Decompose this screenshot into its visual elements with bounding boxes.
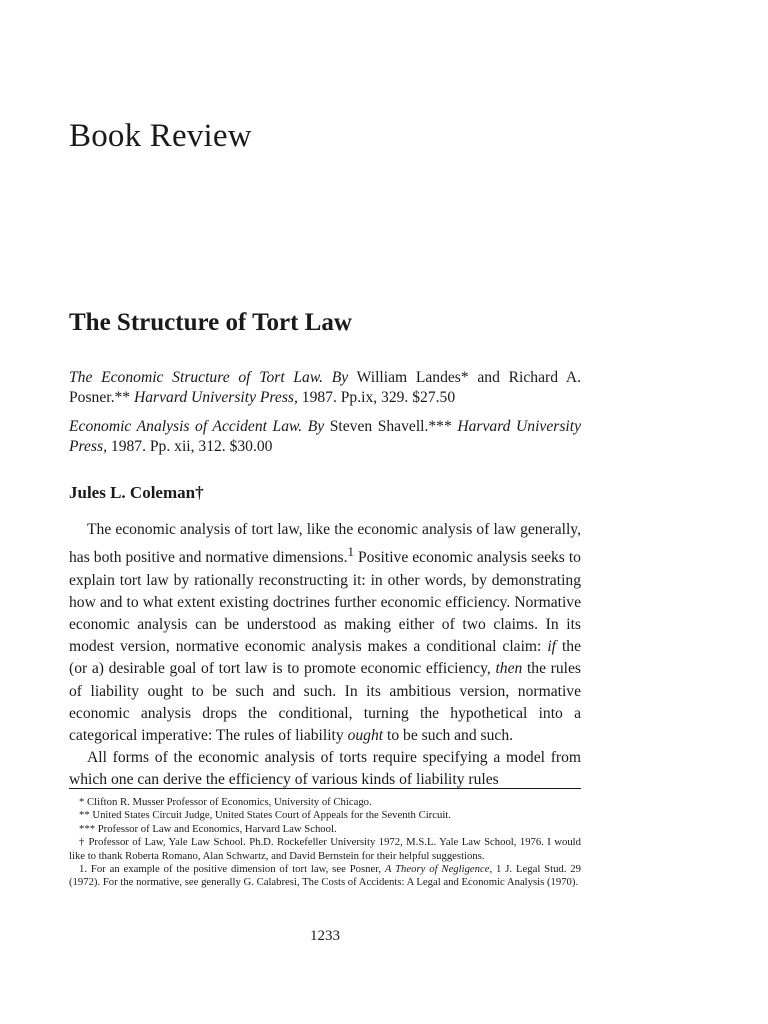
emphasis-ought: ought	[347, 727, 384, 745]
body-paragraph-2: All forms of the economic analysis of torts require specifying a model from which one can derive the efficiency of various kinds of liability rules	[69, 749, 581, 789]
reviewer-name: Jules L. Coleman†	[69, 483, 204, 502]
section-heading: Book Review	[69, 118, 252, 154]
text-segment: 1. For an example of the positive dimension of tort law, see Posner,	[79, 863, 385, 876]
book-authors: William Landes* and Richard A. Posner.**	[69, 369, 582, 406]
text-segment: the (or a) desirable goal of tort law is to promote economic efficiency,	[69, 638, 581, 678]
book-citations	[69, 368, 581, 466]
book-authors: Steven Shavell.***	[329, 418, 452, 435]
footnote-divider	[69, 788, 581, 789]
text-segment: 1 J. Legal Stud. 29 (1972). For the normative, see generally G. Calabresi, The Costs of Accidents: A Legal and Economic Analysis (1970).	[69, 863, 581, 889]
book-title: Economic Analysis of Accident Law.	[69, 418, 303, 435]
body-paragraph-1	[69, 519, 581, 747]
text-segment: to be such and such.	[383, 727, 514, 745]
book-publisher: Harvard University Press,	[69, 418, 581, 455]
by-label: By	[307, 418, 325, 435]
text-segment: the rules of liability ought to be such and such. In its ambitious version, normative economic analysis drops the conditional, turning the hypothetical into a categorical imperative: The rules of liability	[69, 660, 581, 745]
book-citation-landes-posner	[69, 368, 581, 408]
book-details: 1987. Pp. xii, 312. $30.00	[110, 438, 273, 455]
text-segment: Positive economic analysis seeks to explain tort law by rationally reconstructing it: in other words, by demonstrating how and to what extent existing doctrines further economic efficiency. Normative economic analysis can be understood as making either of two claims. In its modest version, normative economic analysis makes a conditional claim:	[69, 549, 581, 656]
footnote-ref-1: 1	[347, 544, 355, 560]
emphasis-then: then	[495, 660, 523, 678]
emphasis-if: if	[547, 638, 556, 656]
book-title: The Economic Structure of Tort Law.	[69, 369, 323, 386]
footnote: † Professor of Law, Yale Law School. Ph.D. Rockefeller University 1972, M.S.L. Yale Law School, 1976. I would like to thank Roberta Romano, Alan Schwartz, and David Bernstein for their helpful suggestions.	[69, 836, 581, 862]
footnotes	[69, 796, 581, 890]
footnote: *** Professor of Law and Economics, Harvard Law School.	[79, 822, 337, 835]
text-segment: The economic analysis of tort law, like the economic analysis of law generally, has both positive and normative dimensions.	[69, 521, 581, 567]
body-text	[69, 519, 581, 792]
footnote: * Clifton R. Musser Professor of Economics, University of Chicago.	[79, 796, 372, 808]
article-title: The Structure of Tort Law	[69, 309, 352, 336]
page-number: 1233	[310, 928, 340, 944]
book-publisher: Harvard University Press,	[134, 389, 298, 406]
cited-title: A Theory of Negligence,	[384, 863, 493, 876]
by-label: By	[331, 369, 349, 386]
book-details: 1987. Pp.ix, 329. $27.50	[301, 389, 456, 406]
footnote	[69, 863, 581, 890]
book-citation-shavell	[69, 417, 581, 457]
footnote: ** United States Circuit Judge, United States Court of Appeals for the Seventh Circuit.	[79, 809, 451, 822]
